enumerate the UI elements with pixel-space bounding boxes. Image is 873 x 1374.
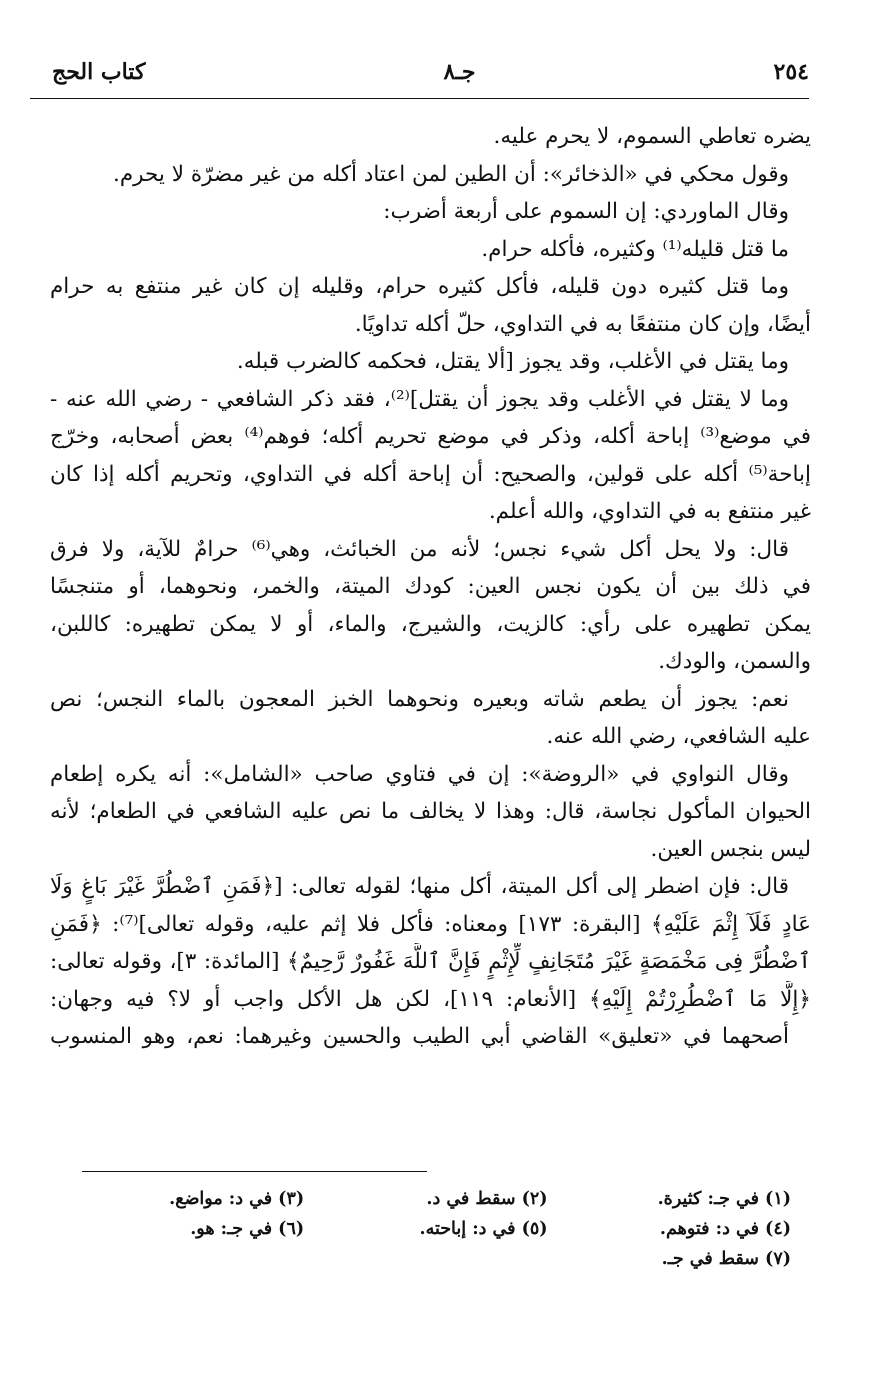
footnote [304,1244,547,1274]
text-line: ما قتل قليله⁽¹⁾ وكثيره، فأكله حرام. [481,236,789,262]
text-line: وما لا يقتل في الأغلب وقد يجوز أن يقتل]⁽²⁾، فقد ذكر الشافعي - رضي الله عنه - [50,386,789,412]
footnotes [60,1184,791,1274]
footnote-row [60,1244,791,1274]
text-line: وما يقتل في الأغلب، وقد يجوز [ألا يقتل، فحكمه كالضرب قبله. [236,349,789,374]
footnote [61,1244,304,1274]
main-text [50,118,811,1056]
text-line: عَادٍ فَلَآ إِثْمَ عَلَيْهِ﴾ [البقرة: ١٧٣] ومعناه: فأكل فلا إثم عليه، وقوله تعالى]⁽⁷⁾: ﴿فَمَنِ [50,911,811,937]
page-header [52,52,809,92]
page-number: ٢٥٤ [773,59,809,85]
text-line: يضره تعاطي السموم، لا يحرم عليه. [493,124,811,149]
text-line: وقال الماوردي: إن السموم على أربعة أضرب: [383,199,789,224]
text-line: ٱضْطُرَّ فِى مَخْمَصَةٍ غَيْرَ مُتَجَانِفٍ لِّإِثْمٍ فَإِنَّ ٱللَّهَ غَفُورٌ رَّحِيمٌ﴾ [المائدة: ٣]، وقوله تعالى: [50,949,811,974]
text-line: عليه الشافعي، رضي الله عنه. [546,724,811,749]
footnote: (٣) في د: مواضع. [169,1189,305,1209]
text-line: يمكن تطهيره على رأي: كالزيت، والشيرج، والماء، أو لا يمكن تطهيره: كاللبن، [50,611,811,637]
footnote: (٦) في جـ: هو. [190,1219,305,1239]
footnote: (٢) سقط في د. [426,1189,548,1209]
text-line: في ذلك بين أن يكون نجس العين: كودك الميتة، والخمر، ونحوهما، أو متنجسًا [50,574,811,599]
text-line: وقال النواوي في «الروضة»: إن في فتاوي صاحب «الشامل»: أنه يكره إطعام [50,761,789,787]
footnote-row [60,1214,791,1244]
text-line: وقول محكي في «الذخائر»: أن الطين لمن اعتاد أكله من غير مضرّة لا يحرم. [113,161,789,187]
text-line: قال: فإن اضطر إلى أكل الميتة، أكل منها؛ لقوله تعالى: [﴿فَمَنِ ٱضْطُرَّ غَيْرَ بَاغٍ وَلَا [50,874,789,899]
text-line: والسمن، والودك. [658,649,811,674]
text-line: قال: ولا يحل أكل شيء نجس؛ لأنه من الخبائث، وهي⁽⁶⁾ حرامٌ للآية، ولا فرق [50,536,789,562]
text-line: أيضًا، وإن كان منتفعًا به في التداوي، حلّ أكله تداويًا. [354,311,811,337]
footnote: (١) في جـ: كثيرة. [657,1189,791,1209]
text-line: وما قتل كثيره دون قليله، فأكل كثيره حرام، وقليله إن كان غير منتفع به حرام [50,274,789,299]
footnote: (٤) في د: فتوهم. [659,1219,791,1239]
header-divider [30,98,809,99]
text-line: ﴿إِلَّا مَا ٱضْطُرِرْتُمْ إِلَيْهِ﴾ [الأنعام: ١١٩]، لكن هل الأكل واجب أو لا؟ فيه وجهان: [50,986,811,1012]
text-line: غير منتفع به في التداوي، والله أعلم. [488,499,811,524]
footnote-row [60,1184,791,1214]
text-line: أصحهما في «تعليق» القاضي أبي الطيب والحسين وغيرهما: نعم، وهو المنسوب [50,1024,789,1049]
footnote: (٧) سقط في جـ. [661,1249,791,1269]
text-line: في موضع⁽³⁾ إباحة أكله، وذكر في موضع تحريم أكله؛ فوهم⁽⁴⁾ بعض أصحابه، وخرّج [50,424,811,449]
text-line: إباحة⁽⁵⁾ أكله على قولين، والصحيح: أن إباحة أكله في التداوي، وتحريم أكله إذا كان [50,461,811,487]
text-line: نعم: يجوز أن يطعم شاته وبعيره ونحوهما الخبز المعجون بالماء النجس؛ نص [50,686,789,712]
footnote: (٥) في د: إباحته. [419,1219,548,1239]
footnote-divider [82,1171,427,1172]
text-line: الحيوان المأكول نجاسة، قال: وهذا لا يخالف ما نص عليه الشافعي في الطعام؛ لأنه [50,799,811,824]
volume-label: جـ٨ [443,59,476,85]
book-title: كتاب الحج [52,59,146,85]
text-line: ليس بنجس العين. [650,836,811,862]
